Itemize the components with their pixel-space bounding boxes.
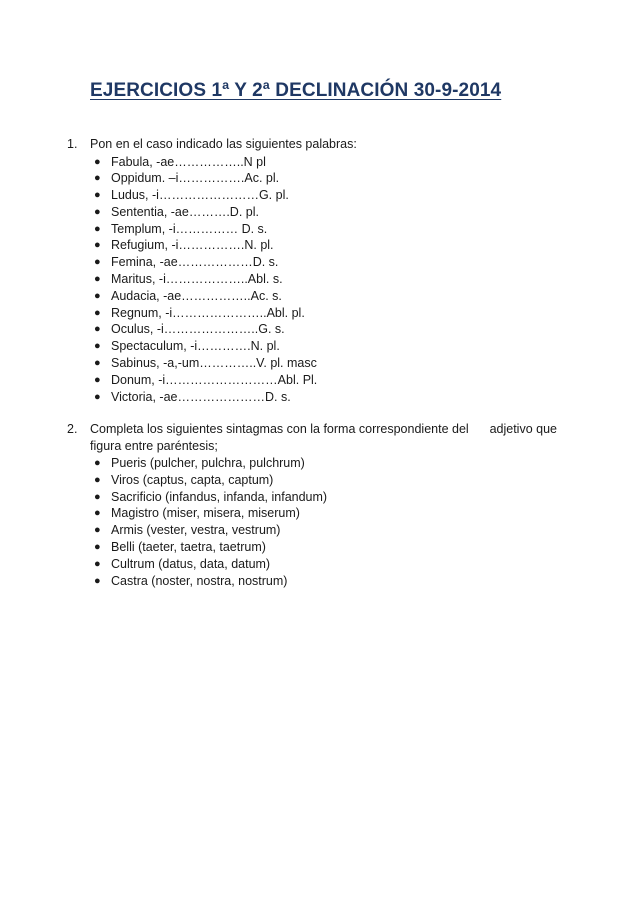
bullet-icon: ●: [94, 306, 101, 319]
exercise-2: [67, 421, 557, 589]
bullet-icon: ●: [94, 373, 101, 386]
bullet-icon: ●: [94, 540, 101, 553]
list-item: ● Fabula, -ae……………..N pl: [94, 154, 266, 169]
list-item: ● Femina, -ae………………D. s.: [94, 255, 279, 270]
list-item: ● Oculus, -i…………………..G. s.: [94, 322, 285, 337]
list-item: ● Oppidum. –i…………….Ac. pl.: [94, 171, 280, 186]
bullet-icon: ●: [94, 323, 101, 336]
list-item: ● Sabinus, -a,-um…………..V. pl. masc: [94, 356, 317, 371]
bullet-icon: ●: [94, 172, 101, 185]
list-item: ● Magistro (miser, misera, miserum): [94, 506, 300, 521]
list-item: ● Viros (captus, capta, captum): [94, 472, 274, 487]
bullet-icon: ●: [94, 273, 101, 286]
list-item: ● Audacia, -ae……………..Ac. s.: [94, 288, 282, 303]
bullet-icon: ●: [94, 205, 101, 218]
exercise-2-heading: [67, 421, 557, 454]
word-list: [67, 154, 557, 406]
list-item: ● Cultrum (datus, data, datum): [94, 556, 271, 571]
exercise-number: 2.: [67, 422, 78, 436]
exercise-number: 1.: [67, 137, 78, 151]
bullet-icon: ●: [94, 507, 101, 520]
phrase-list: [67, 455, 557, 589]
bullet-icon: ●: [94, 189, 101, 202]
list-item: ● Regnum, -i…………………..Abl. pl.: [94, 305, 305, 320]
exercise-instruction: Pon en el caso indicado las siguientes palabras:: [90, 137, 357, 151]
bullet-icon: ●: [94, 239, 101, 252]
bullet-icon: ●: [94, 155, 101, 168]
bullet-icon: ●: [94, 490, 101, 503]
bullet-icon: ●: [94, 390, 101, 403]
exercise-1: [67, 136, 557, 405]
bullet-icon: ●: [94, 524, 101, 537]
exercise-instruction-line1: Completa los siguientes sintagmas con la forma correspondiente del: [90, 422, 469, 436]
exercise-instruction-line2: figura entre paréntesis;: [90, 438, 218, 453]
list-item: ● Templum, -i…………… D. s.: [94, 221, 268, 236]
exercise-instruction-line1-end: adjetivo que: [489, 422, 557, 436]
list-item: ● Spectaculum, -i………….N. pl.: [94, 339, 280, 354]
list-item: ● Refugium, -i…………….N. pl.: [94, 238, 274, 253]
list-item: ● Armis (vester, vestra, vestrum): [94, 523, 281, 538]
bullet-icon: ●: [94, 222, 101, 235]
list-item: ● Ludus, -i……………………G. pl.: [94, 188, 289, 203]
bullet-icon: ●: [94, 557, 101, 570]
list-item: ● Maritus, -i………………..Abl. s.: [94, 272, 283, 287]
list-item: ● Sententia, -ae……….D. pl.: [94, 204, 259, 219]
list-item: ● Belli (taeter, taetra, taetrum): [94, 539, 266, 554]
bullet-icon: ●: [94, 357, 101, 370]
bullet-icon: ●: [94, 340, 101, 353]
bullet-icon: ●: [94, 473, 101, 486]
bullet-icon: ●: [94, 457, 101, 469]
list-item: ● Castra (noster, nostra, nostrum): [94, 573, 288, 588]
bullet-icon: ●: [94, 289, 101, 302]
list-item: ● Pueris (pulcher, pulchra, pulchrum): [94, 456, 305, 470]
bullet-icon: ●: [94, 574, 101, 587]
page-title: EJERCICIOS 1ª Y 2ª DECLINACIÓN 30-9-2014: [90, 80, 502, 101]
list-item: ● Sacrificio (infandus, infanda, infandum): [94, 489, 328, 504]
bullet-icon: ●: [94, 256, 101, 269]
exercise-1-heading: [67, 136, 557, 153]
list-item: ● Donum, -i………………………Abl. Pl.: [94, 372, 318, 387]
list-item: ● Victoria, -ae…………………D. s.: [94, 389, 291, 404]
